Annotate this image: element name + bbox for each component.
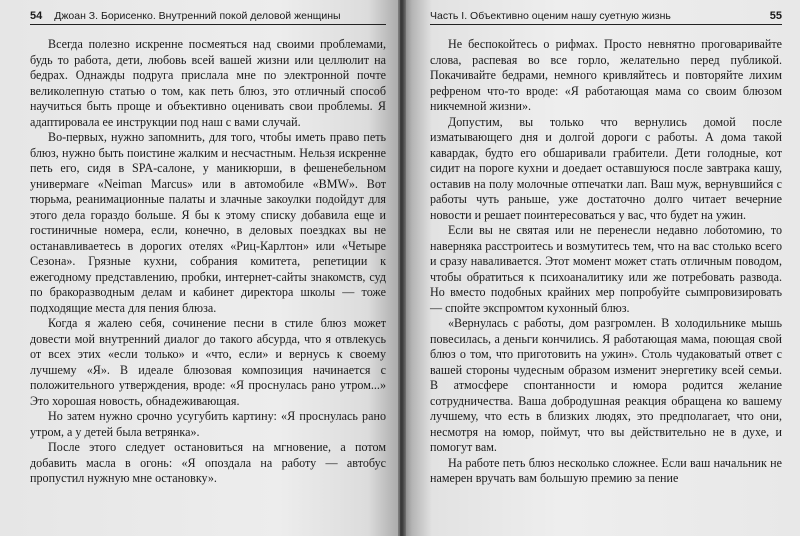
right-running-head — [430, 10, 782, 25]
left-page-number: 54 — [30, 10, 43, 22]
right-page — [400, 0, 800, 536]
right-body-text — [430, 37, 782, 487]
paragraph: «Вернулась с работы, дом разгромлен. В холодильнике мышь повесилась, а деньги кончились. Я работающая мама, поющая свой блюз о том, что приготовить на ужин». Столь чудаковатый ответ с вашей стороны чудесным образом изменит энергетику всей семьи. В атмосфере спонтанности и юмора родится желание сотрудничества. Ваша добродушная реакция обращена ко вашему лучшему, что есть в близких людях, это предполагает, что они, несмотря на юмор, поймут, что вы действительно не в духе, и помогут вам. — [430, 316, 782, 454]
paragraph: На работе петь блюз несколько сложнее. Если ваш начальник не намерен вручать вам большую премию за пение — [430, 455, 782, 485]
left-running-head — [30, 10, 386, 25]
left-body-text — [30, 37, 386, 487]
right-running-title: Часть I. Объективно оценим нашу суетную жизнь — [430, 10, 671, 22]
paragraph: После этого следует остановиться на мгновение, а потом добавить масла в огонь: «Я опоздала на работу — автобус пропустил нужную мне остановку». — [30, 440, 386, 485]
paragraph: Если вы не святая или не перенесли недавно лоботомию, то наверняка расстроитесь и возмутитесь тем, что на вас столько всего и сразу наваливается. Этот момент может стать отличным поводом, чтобы обратиться к психоаналитику или же потребовать развода. Но вместо подобных крайних мер попробуйте сымпровизировать — спойте экспромтом кухонный блюз. — [430, 223, 782, 315]
paragraph: Во-первых, нужно запомнить, для того, чтобы иметь право петь блюз, нужно быть поистине жалким и несчастным. Нельзя искренне петь его, сидя в SPA-салоне, у маникюрши, в фешенебельном универмаге «Neiman Marcus» или в автомобиле «BMW». Вот тюрьма, реанимационные палаты и злачные закоулки подойдут для этого дела гораздо больше. Я бы к этому списку добавила еще и гостиничные номера, если, конечно, в деловых поездках вы не останавливаетесь в дорогих отелях «Риц-Карлтон» или «Четыре Сезона». Грязные кухни, собрания комитета, репетиции к ежегодному представлению, пробки, интернет-сайты знакомств, суд по бракоразводным делам и кабинет директора школы — тоже подходящие места для пения блюза. — [30, 130, 386, 315]
paragraph: Но затем нужно срочно усугубить картину: «Я проснулась рано утром, а у детей была ветрянка». — [30, 409, 386, 439]
right-page-number: 55 — [769, 10, 782, 22]
paragraph: Не беспокойтесь о рифмах. Просто невнятно проговаривайте слова, распевая во все горло, желательно перед публикой. Покачивайте бедрами, немного кривляйтесь и повторяйте лихим рефреном что-то вроде: «Я работающая мама со своим блюзом никчемной жизни». — [430, 37, 782, 113]
left-running-title: Джоан З. Борисенко. Внутренний покой деловой женщины — [54, 10, 341, 22]
book-gutter — [398, 0, 406, 536]
paragraph: Всегда полезно искренне посмеяться над своими проблемами, будь то работа, дети, любовь всей вашей жизни или целлюлит на бедрах. Однажды подруга прислала мне по электронной почте великолепную статью о том, как петь блюз, это отличный способ научиться быть проще и объективно оценивать свои проблемы. Я адаптировала ее инструкции под наш с вами случай. — [30, 37, 386, 129]
paragraph: Когда я жалею себя, сочинение песни в стиле блюз может довести мой внутренний диалог до такого абсурда, что я отвлекусь от всех этих «если только» и «что, если» и вернусь к своему лучшему «Я». В идеале блюзовая композиция начинается с положительного утверждения, вроде: «Я проснулась рано утром...» Это хорошая новость, обнадеживающая. — [30, 316, 386, 408]
paragraph: Допустим, вы только что вернулись домой после изматывающего дня и долгой дороги с работы. А дома такой кавардак, будто его обшаривали грабители. Дети голодные, кот сидит на пороге кухни и доедает оставшуюся после завтрака кашу, оставив на полу молочные отпечатки лап. Ваш муж, вернувшийся с работы чуть раньше, уже достаточно долго читает вечерние новости и решает поинтересоваться у вас, что будет на ужин. — [430, 114, 782, 222]
